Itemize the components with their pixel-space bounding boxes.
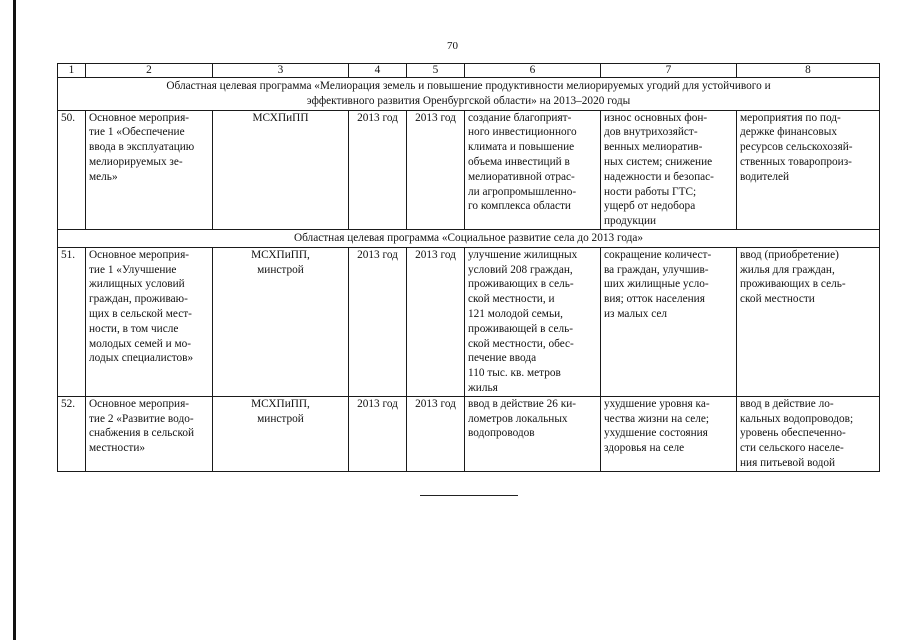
row-number: 51. (58, 247, 86, 396)
executor: МСХПиПП, минстрой (213, 247, 349, 396)
measure-name: Основное мероприя- тие 2 «Развитие водо- снабжения в сельской местности» (86, 396, 213, 471)
end-year: 2013 год (407, 396, 465, 471)
start-year: 2013 год (349, 396, 407, 471)
start-year: 2013 год (349, 247, 407, 396)
measure-name: Основное мероприя- тие 1 «Обеспечение ввода в эксплуатацию мелиорируемых зе- мель» (86, 110, 213, 229)
row-number: 52. (58, 396, 86, 471)
expected-result: ввод в действие 26 ки- лометров локальных водопроводов (465, 396, 601, 471)
section-title: Областная целевая программа «Мелиорация земель и повышение продуктивности мелиорируемых угодий для устойчивого и эффективного развития Оренбургской области» на 2013–2020 годы (58, 78, 880, 111)
non-implementation-consequences: ухудшение уровня ка- чества жизни на селе; ухудшение состояния здоровья на селе (601, 396, 737, 471)
end-year: 2013 год (407, 110, 465, 229)
column-header-cell: 8 (737, 64, 880, 78)
column-header-cell: 3 (213, 64, 349, 78)
column-header-cell: 5 (407, 64, 465, 78)
section-title-row (58, 229, 880, 247)
section-title: Областная целевая программа «Социальное развитие села до 2013 года» (58, 229, 880, 247)
non-implementation-consequences: сокращение количест- ва граждан, улучшив- ших жилищные усло- вия; отток населения из малых сел (601, 247, 737, 396)
measures-table (57, 63, 880, 472)
executor: МСХПиПП (213, 110, 349, 229)
left-margin-rule (13, 0, 16, 640)
related-indicators: ввод (приобретение) жилья для граждан, проживающих в сель- ской местности (737, 247, 880, 396)
executor: МСХПиПП, минстрой (213, 396, 349, 471)
non-implementation-consequences: износ основных фон- дов внутрихозяйст- венных мелиоратив- ных систем; снижение надежности и безопас- ности работы ГТС; ущерб от недобора продукции (601, 110, 737, 229)
column-header-cell: 7 (601, 64, 737, 78)
section-title-row (58, 78, 880, 111)
expected-result: создание благоприят- ного инвестиционного климата и повышение объема инвестиций в мелиоративной отрас- ли агропромышленно- го комплекса области (465, 110, 601, 229)
column-header-cell: 4 (349, 64, 407, 78)
column-header-cell: 1 (58, 64, 86, 78)
table-row (58, 396, 880, 471)
column-header-cell: 2 (86, 64, 213, 78)
end-year: 2013 год (407, 247, 465, 396)
start-year: 2013 год (349, 110, 407, 229)
table-row (58, 247, 880, 396)
table-row (58, 110, 880, 229)
column-number-header (58, 64, 880, 78)
expected-result: улучшение жилищных условий 208 граждан, проживающих в сель- ской местности, и 121 молодой семьи, проживающей в сель- ской местности, обес- печение ввода 110 тыс. кв. метров жилья (465, 247, 601, 396)
related-indicators: мероприятия по под- держке финансовых ресурсов сельскохозяй- ственных товаропроиз- водителей (737, 110, 880, 229)
row-number: 50. (58, 110, 86, 229)
related-indicators: ввод в действие ло- кальных водопроводов; уровень обеспеченно- сти сельского населе- ния питьевой водой (737, 396, 880, 471)
measure-name: Основное мероприя- тие 1 «Улучшение жилищных условий граждан, проживаю- щих в сельской мест- ности, в том числе молодых семей и мо- лодых специалистов» (86, 247, 213, 396)
page-number: 70 (447, 40, 458, 52)
end-of-page-rule (420, 495, 518, 496)
column-header-cell: 6 (465, 64, 601, 78)
